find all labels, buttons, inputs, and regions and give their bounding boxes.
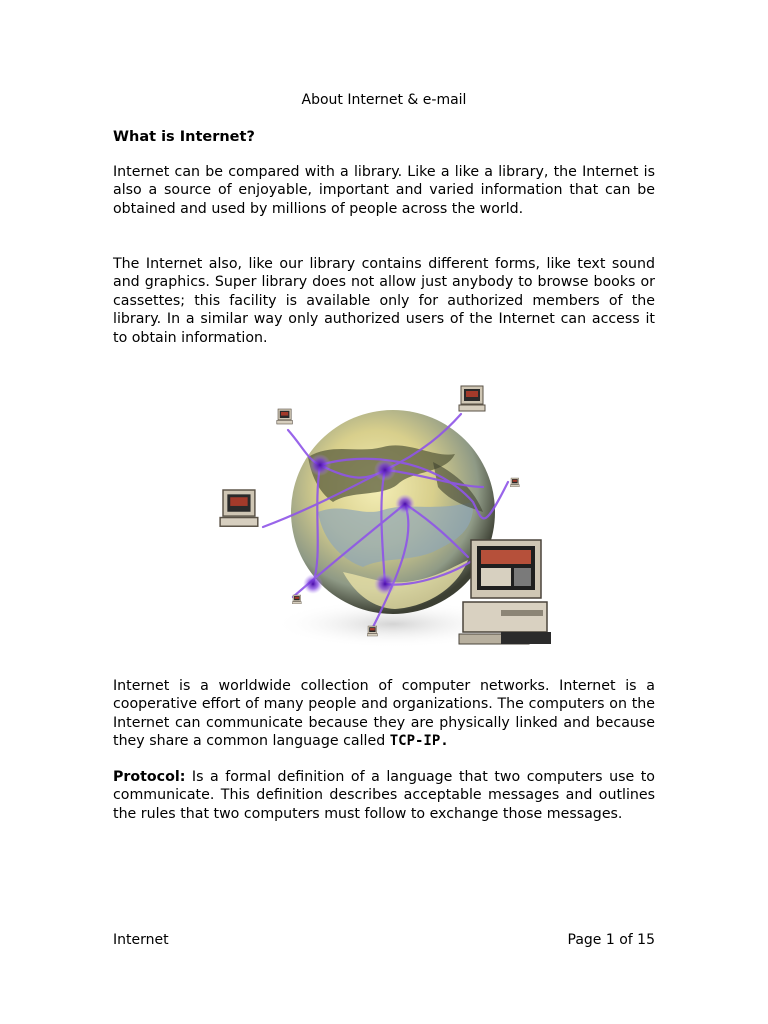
- computer-icon: [459, 540, 551, 644]
- page-title: About Internet & e-mail: [301, 92, 467, 108]
- protocol-definition: Is a formal definition of a language that two computers use to communicate. This definition describes acceptable messages and outlines the rules that two computers must follow to exchange those messages.: [113, 769, 655, 822]
- section-heading: [113, 127, 255, 147]
- paragraph-library-comparison: Internet can be compared with a library. Like a like a library, the Internet is also a source of enjoyable, important and varied information that can be obtained and used by millions of people across the world.: [113, 164, 655, 217]
- page-number: Page 1 of 15: [567, 932, 655, 948]
- paragraph-forms-and-access: The Internet also, like our library contains different forms, like text sound and graphics. Super library does not allow just anybody to browse books or cassettes; this facility is available only for authorized members of the library. In a similar way only authorized users of the Internet can access it to obtain information.: [113, 256, 655, 346]
- protocol-label: Protocol:: [113, 769, 186, 785]
- paragraph-networks: [113, 677, 655, 751]
- internet-globe-illustration: [183, 362, 585, 652]
- paragraph-protocol: [113, 768, 655, 823]
- section-heading-text: What is Internet?: [113, 129, 255, 145]
- tcp-ip-term: TCP-IP.: [389, 733, 449, 750]
- paragraph-networks-text: Internet is a worldwide collection of computer networks. Internet is a cooperative effort of many people and organizations. The computers on the Internet can communicate because they are physically linked and because they share a common language called: [113, 678, 655, 750]
- footer-title: Internet: [113, 932, 169, 948]
